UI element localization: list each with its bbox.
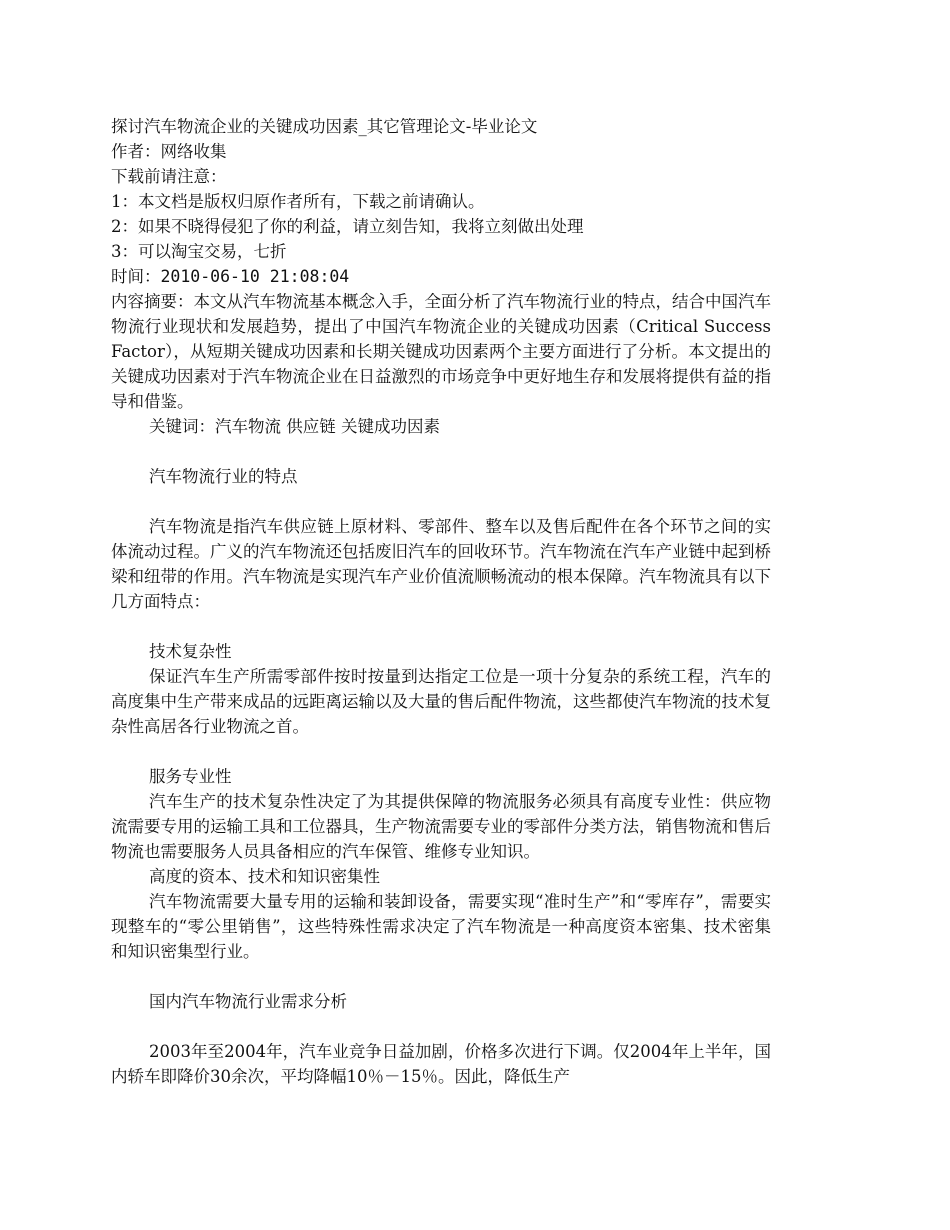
spacer — [111, 1014, 771, 1039]
subsection-heading: 高度的资本、技术和知识密集性 — [149, 867, 380, 886]
document-title: 探讨汽车物流企业的关键成功因素_其它管理论文-毕业论文 — [111, 117, 538, 136]
time-value: 2010-06-10 21:08:04 — [160, 267, 350, 286]
notice-heading: 下载前请注意： — [111, 167, 227, 186]
section-paragraph: 汽车物流是指汽车供应链上原材料、零部件、整车以及售后配件在各个环节之间的实体流动过程。广义的汽车物流还包括废旧汽车的回收环节。汽车物流在汽车产业链中起到桥梁和纽带的作用。汽车物流是实现汽车产业价值流顺畅流动的根本保障。汽车物流具有以下几方面特点： — [111, 517, 771, 611]
section-heading: 国内汽车物流行业需求分析 — [149, 992, 347, 1011]
time-label: 时间： — [111, 267, 161, 286]
subsection-paragraph: 汽车生产的技术复杂性决定了为其提供保障的物流服务必须具有高度专业性：供应物流需要专用的运输工具和工位器具，生产物流需要专业的零部件分类方法，销售物流和售后物流也需要服务人员具备相应的汽车保管、维修专业知识。 — [111, 792, 771, 861]
notice-item: 2：如果不晓得侵犯了你的利益，请立刻告知，我将立刻做出处理 — [111, 217, 584, 236]
notice-item: 1：本文档是版权归原作者所有，下载之前请确认。 — [111, 192, 485, 211]
spacer — [111, 489, 771, 514]
subsection-paragraph: 汽车物流需要大量专用的运输和装卸设备，需要实现“准时生产”和“零库存”，需要实现整车的“零公里销售”，这些特殊性需求决定了汽车物流是一种高度资本密集、技术密集和知识密集型行业。 — [111, 892, 771, 961]
keywords-line: 关键词：汽车物流 供应链 关键成功因素 — [149, 417, 440, 436]
abstract-paragraph: 内容摘要：本文从汽车物流基本概念入手，全面分析了汽车物流行业的特点，结合中国汽车物流行业现状和发展趋势，提出了中国汽车物流企业的关键成功因素（Critical Success Factor），从短期关键成功因素和长期关键成功因素两个主要方面进行了分析。本文提出的关键成功因素对于汽车物流企业在日益激烈的市场竞争中更好地生存和发展将提供有益的指导和借鉴。 — [111, 292, 771, 411]
spacer — [111, 964, 771, 989]
subsection-heading: 服务专业性 — [149, 767, 232, 786]
notice-item: 3：可以淘宝交易，七折 — [111, 242, 287, 261]
section-paragraph: 2003年至2004年，汽车业竞争日益加剧，价格多次进行下调。仅2004年上半年，国内轿车即降价30余次，平均降幅10％－15％。因此，降低生产 — [111, 1042, 771, 1086]
spacer — [111, 439, 771, 464]
spacer — [111, 739, 771, 764]
subsection-paragraph: 保证汽车生产所需零部件按时按量到达指定工位是一项十分复杂的系统工程，汽车的高度集中生产带来成品的远距离运输以及大量的售后配件物流，这些都使汽车物流的技术复杂性高居各行业物流之首。 — [111, 667, 771, 736]
document-body — [111, 114, 771, 1089]
author-line: 作者：网络收集 — [111, 142, 227, 161]
subsection-heading: 技术复杂性 — [149, 642, 232, 661]
section-heading: 汽车物流行业的特点 — [149, 467, 298, 486]
spacer — [111, 614, 771, 639]
time-line — [111, 264, 771, 289]
